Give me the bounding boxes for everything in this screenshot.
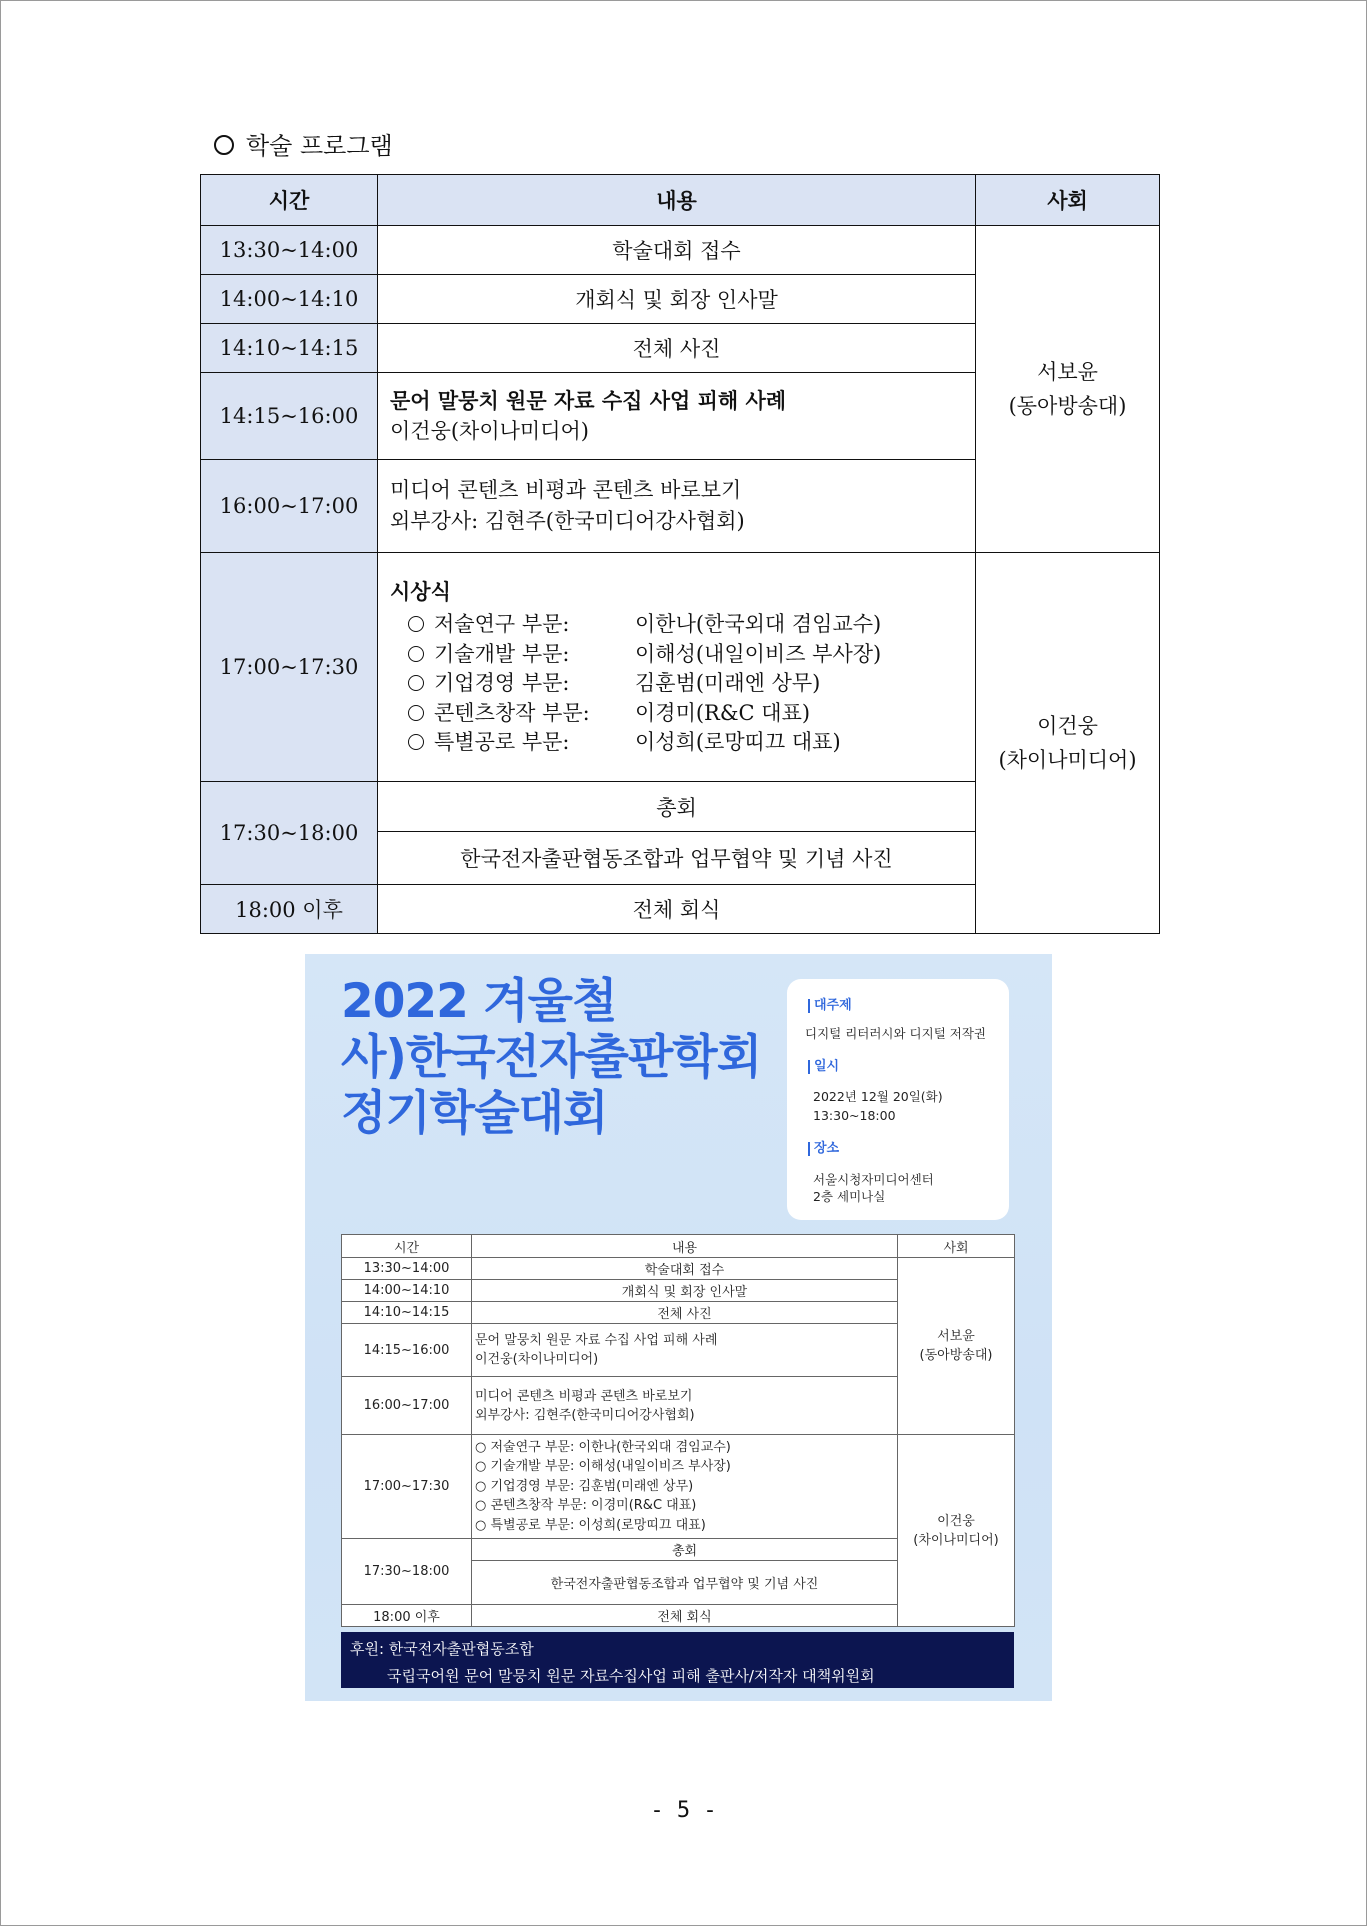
poster-host-cell-1 bbox=[898, 1258, 1015, 1435]
page-number: - 5 - bbox=[650, 1798, 717, 1823]
award-winner: 이한나(한국외대 겸임교수) bbox=[635, 612, 882, 637]
poster-award-item: ○ 콘텐츠창작 부문: 이경미(R&C 대표) bbox=[475, 1498, 697, 1514]
session-title: 문어 말뭉치 원문 자료 수집 사업 피해 사례 bbox=[390, 388, 787, 413]
date-value: 2022년 12월 20일(화) bbox=[813, 1089, 943, 1104]
sponsor-line-2: 국립국어원 문어 말뭉치 원문 자료수집사업 피해 출판사/저작자 대책위원회 bbox=[387, 1667, 875, 1685]
poster-host-name: 서보윤 bbox=[937, 1329, 975, 1344]
award-category: 기업경영 부문: bbox=[434, 671, 570, 696]
time-cell: 17:00~17:30 bbox=[201, 553, 378, 782]
poster-time-cell: 13:30~14:00 bbox=[342, 1258, 472, 1280]
poster-time-cell: 18:00 이후 bbox=[342, 1605, 472, 1627]
time-cell: 13:30~14:00 bbox=[201, 226, 378, 275]
content-cell: 학술대회 접수 bbox=[378, 226, 976, 275]
award-winner: 김훈범(미래엔 상무) bbox=[635, 671, 821, 696]
poster-title-line: 정기학술대회 bbox=[341, 1086, 608, 1141]
content-cell bbox=[378, 460, 976, 553]
table-row bbox=[201, 226, 1160, 275]
poster-table-header bbox=[342, 1235, 1015, 1258]
award-ceremony-title: 시상식 bbox=[390, 579, 451, 605]
award-winner: 이성희(로망띠끄 대표) bbox=[635, 730, 841, 755]
poster-title-line: 사)한국전자출판학회 bbox=[341, 1030, 762, 1085]
header-time: 시간 bbox=[201, 175, 378, 226]
poster-title-line: 2022 겨울철 bbox=[341, 974, 617, 1029]
poster-award-item: ○ 기업경영 부문: 김훈범(미래엔 상무) bbox=[475, 1478, 694, 1494]
time-cell: 18:00 이후 bbox=[201, 885, 378, 934]
poster-sponsor-banner bbox=[341, 1632, 1014, 1688]
award-category: 콘텐츠창작 부문: bbox=[434, 700, 590, 725]
date-label: 일시 bbox=[808, 1060, 839, 1074]
circle-bullet-icon bbox=[408, 675, 424, 691]
poster-award-item: ○ 기술개발 부문: 이해성(내일이비즈 부사장) bbox=[475, 1459, 731, 1475]
poster-award-item: ○ 저술연구 부문: 이한나(한국외대 겸임교수) bbox=[475, 1439, 731, 1455]
host-cell-2 bbox=[976, 553, 1160, 934]
event-poster bbox=[305, 954, 1052, 1701]
poster-time-cell: 14:15~16:00 bbox=[342, 1324, 472, 1377]
award-item bbox=[390, 610, 963, 640]
award-category: 저술연구 부문: bbox=[434, 612, 570, 637]
poster-time-cell: 17:00~17:30 bbox=[342, 1435, 472, 1539]
poster-info-card bbox=[787, 979, 1009, 1220]
header-host: 사회 bbox=[976, 175, 1160, 226]
theme-value: 디지털 리터러시와 디지털 저작권 bbox=[805, 1026, 986, 1041]
poster-host-cell-2 bbox=[898, 1435, 1015, 1627]
poster-session-speaker: 이건웅(차이나미디어) bbox=[475, 1352, 599, 1367]
content-cell: 총회 bbox=[378, 782, 976, 832]
session-title: 미디어 콘텐츠 비평과 콘텐츠 바로보기 bbox=[390, 478, 742, 502]
time-cell: 17:30~18:00 bbox=[201, 782, 378, 885]
poster-program-table bbox=[341, 1234, 1015, 1627]
awards-cell bbox=[378, 553, 976, 782]
award-item bbox=[390, 669, 963, 699]
host-name: 이건웅 bbox=[1037, 714, 1098, 738]
poster-title bbox=[341, 974, 761, 1142]
poster-host-affiliation: (동아방송대) bbox=[919, 1348, 993, 1363]
poster-header-host: 사회 bbox=[898, 1235, 1015, 1258]
content-cell: 전체 사진 bbox=[378, 324, 976, 373]
award-winner: 이경미(R&C 대표) bbox=[635, 700, 811, 725]
circle-bullet-icon bbox=[214, 135, 234, 155]
time-cell: 14:00~14:10 bbox=[201, 275, 378, 324]
poster-content-cell bbox=[472, 1377, 898, 1435]
venue-label: 장소 bbox=[808, 1142, 839, 1156]
poster-session-title: 미디어 콘텐츠 비평과 콘텐츠 바로보기 bbox=[475, 1388, 693, 1404]
poster-host-name: 이건웅 bbox=[937, 1513, 975, 1529]
award-category: 기술개발 부문: bbox=[434, 641, 570, 666]
poster-header-time: 시간 bbox=[342, 1235, 472, 1258]
poster-time-cell: 14:10~14:15 bbox=[342, 1302, 472, 1324]
content-cell: 전체 회식 bbox=[378, 885, 976, 934]
circle-bullet-icon bbox=[408, 616, 424, 632]
host-affiliation: (동아방송대) bbox=[1008, 394, 1127, 418]
time-cell: 16:00~17:00 bbox=[201, 460, 378, 553]
poster-content-cell bbox=[472, 1324, 898, 1377]
poster-content-cell: 학술대회 접수 bbox=[472, 1258, 898, 1280]
poster-content-cell: 총회 bbox=[472, 1539, 898, 1561]
poster-content-cell: 한국전자출판협동조합과 업무협약 및 기념 사진 bbox=[472, 1561, 898, 1605]
theme-label: 대주제 bbox=[808, 999, 852, 1013]
content-cell: 한국전자출판협동조합과 업무협약 및 기념 사진 bbox=[378, 832, 976, 885]
table-row bbox=[342, 1435, 1015, 1539]
content-cell: 개회식 및 회장 인사말 bbox=[378, 275, 976, 324]
award-item bbox=[390, 699, 963, 729]
venue-value: 서울시청자미디어센터 bbox=[813, 1172, 934, 1187]
table-row bbox=[342, 1258, 1015, 1280]
host-affiliation: (차이나미디어) bbox=[998, 748, 1137, 772]
poster-content-cell: 전체 사진 bbox=[472, 1302, 898, 1324]
award-winner: 이해성(내일이비즈 부사장) bbox=[635, 641, 882, 666]
time-value: 13:30~18:00 bbox=[813, 1108, 896, 1123]
section-heading-text: 학술 프로그램 bbox=[246, 132, 393, 160]
poster-header-content: 내용 bbox=[472, 1235, 898, 1258]
host-name: 서보윤 bbox=[1037, 360, 1098, 384]
session-speaker: 이건웅(차이나미디어) bbox=[390, 419, 589, 443]
table-row bbox=[201, 553, 1160, 782]
circle-bullet-icon bbox=[408, 705, 424, 721]
poster-award-item: ○ 특별공로 부문: 이성희(로망띠끄 대표) bbox=[475, 1517, 706, 1533]
content-cell bbox=[378, 373, 976, 460]
poster-host-affiliation: (차이나미디어) bbox=[913, 1532, 999, 1548]
poster-time-cell: 14:00~14:10 bbox=[342, 1280, 472, 1302]
award-category: 특별공로 부문: bbox=[434, 730, 570, 755]
header-content: 내용 bbox=[378, 175, 976, 226]
poster-content-cell: 개회식 및 회장 인사말 bbox=[472, 1280, 898, 1302]
time-cell: 14:10~14:15 bbox=[201, 324, 378, 373]
time-cell: 14:15~16:00 bbox=[201, 373, 378, 460]
award-item bbox=[390, 728, 963, 758]
poster-session-speaker: 외부강사: 김현주(한국미디어강사협회) bbox=[475, 1407, 695, 1423]
poster-time-cell: 16:00~17:00 bbox=[342, 1377, 472, 1435]
circle-bullet-icon bbox=[408, 646, 424, 662]
table-header-row bbox=[201, 175, 1160, 226]
award-item bbox=[390, 640, 963, 670]
venue-room: 2층 세미나실 bbox=[813, 1189, 886, 1204]
section-heading bbox=[214, 126, 393, 161]
circle-bullet-icon bbox=[408, 734, 424, 750]
poster-content-cell: 전체 회식 bbox=[472, 1605, 898, 1627]
session-speaker: 외부강사: 김현주(한국미디어강사협회) bbox=[390, 509, 745, 533]
poster-time-cell: 17:30~18:00 bbox=[342, 1539, 472, 1605]
poster-session-title: 문어 말뭉치 원문 자료 수집 사업 피해 사례 bbox=[475, 1333, 718, 1348]
sponsor-line-1: 후원: 한국전자출판협동조합 bbox=[350, 1640, 534, 1658]
poster-awards-cell bbox=[472, 1435, 898, 1539]
program-table bbox=[200, 174, 1160, 934]
host-cell-1 bbox=[976, 226, 1160, 553]
